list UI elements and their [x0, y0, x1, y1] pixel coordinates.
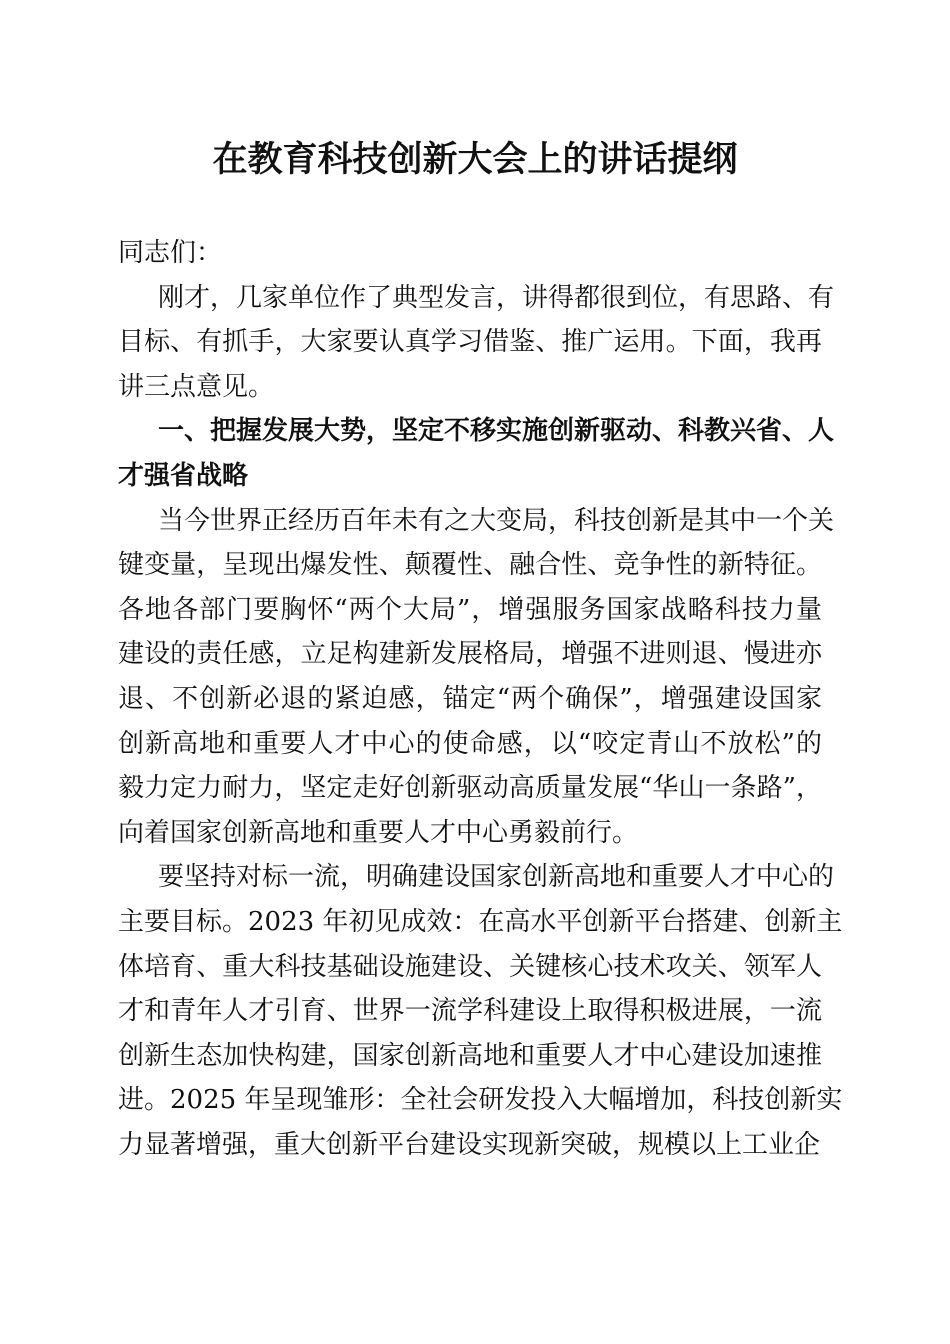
text-line: 体培育、重大科技基础设施建设、关键核心技术攻关、领军人	[118, 951, 822, 982]
paragraph	[118, 499, 835, 856]
salutation: 同志们：	[118, 238, 223, 268]
paragraphs	[118, 276, 843, 1168]
text-line: 创新生态加快构建，国家创新高地和重要人才中心建设加速推	[118, 1040, 822, 1071]
text-line: 当今世界正经历百年未有之大变局，科技创新是其中一个关	[158, 505, 835, 536]
document-body	[118, 231, 843, 1167]
text-line: 目标、有抓手，大家要认真学习借鉴、推广运用。下面，我再	[118, 327, 822, 358]
text-line: 进。2025 年呈现雏形：全社会研发投入大幅增加，科技创新实	[118, 1085, 843, 1116]
text-line: 刚才，几家单位作了典型发言，讲得都很到位，有思路、有	[158, 282, 835, 313]
text-line: 毅力定力耐力，坚定走好创新驱动高质量发展“华山一条路”，	[118, 773, 822, 804]
text-line: 才强省战略	[118, 460, 249, 491]
text-line: 讲三点意见。	[118, 371, 275, 402]
document-title: 在教育科技创新大会上的讲话提纲	[212, 139, 738, 180]
text-line: 才和青年人才引育、世界一流学科建设上取得积极进展，一流	[118, 996, 822, 1027]
text-line: 各地各部门要胸怀“两个大局”，增强服务国家战略科技力量	[118, 594, 822, 625]
text-line: 建设的责任感，立足构建新发展格局，增强不进则退、慢进亦	[118, 639, 822, 670]
text-line: 要坚持对标一流，明确建设国家创新高地和重要人才中心的	[158, 862, 835, 893]
section-heading	[118, 409, 835, 498]
text-line: 主要目标。2023 年初见成效：在高水平创新平台搭建、创新主	[118, 906, 843, 937]
text-line: 键变量，呈现出爆发性、颠覆性、融合性、竞争性的新特征。	[118, 550, 822, 581]
paragraph	[118, 276, 835, 410]
text-line: 退、不创新必退的紧迫感，锚定“两个确保”，增强建设国家	[118, 683, 822, 714]
text-line: 向着国家创新高地和重要人才中心勇毅前行。	[118, 817, 639, 848]
paragraph	[118, 855, 843, 1167]
text-line: 一、把握发展大势，坚定不移实施创新驱动、科教兴省、人	[158, 416, 835, 447]
text-line: 力显著增强，重大创新平台建设实现新突破，规模以上工业企	[118, 1129, 821, 1160]
text-line: 创新高地和重要人才中心的使命感，以“咬定青山不放松”的	[118, 728, 822, 759]
